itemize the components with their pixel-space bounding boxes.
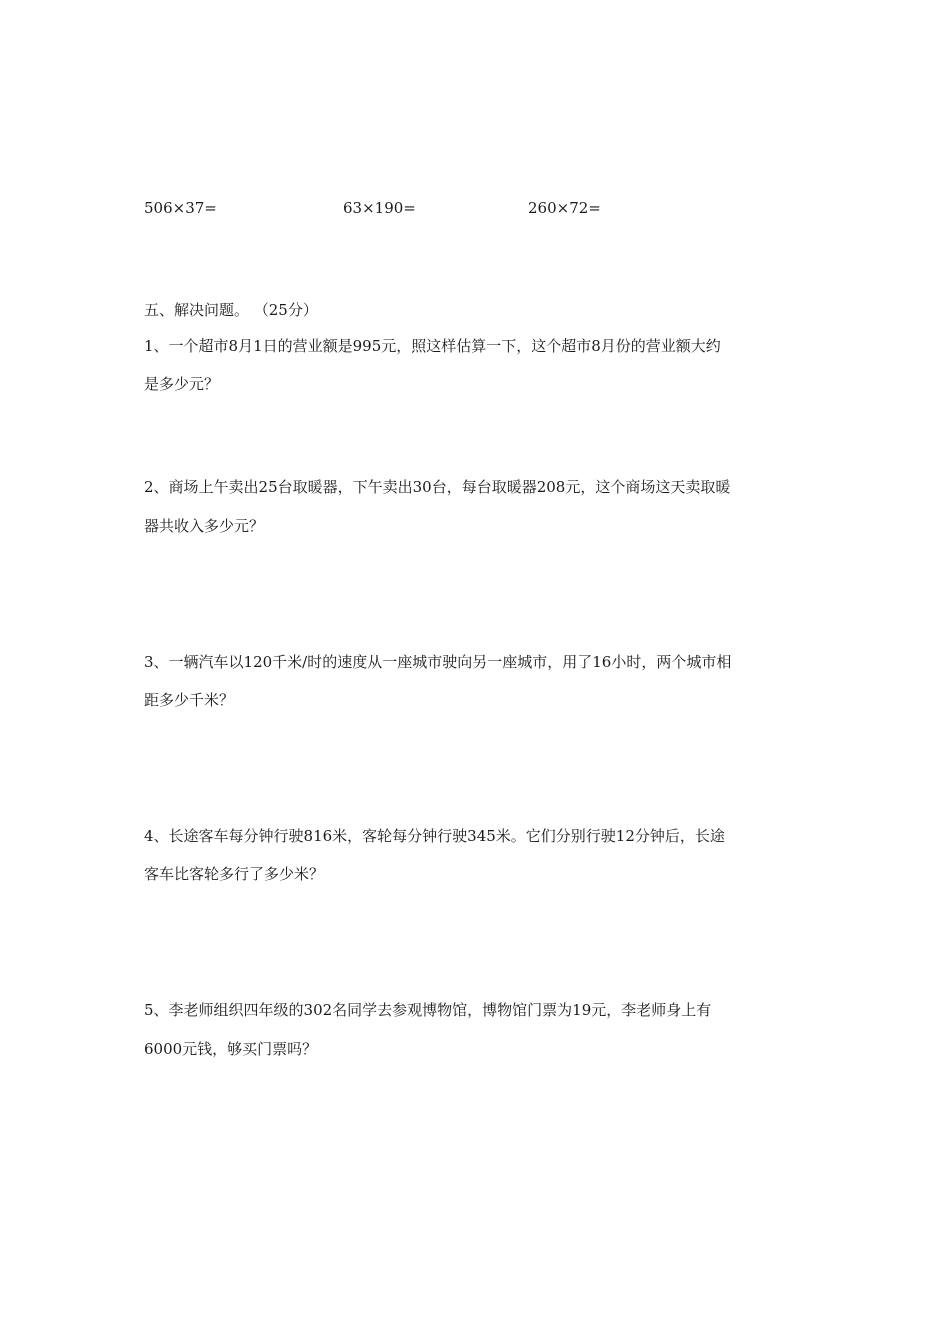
calculation-1: 506×37=: [144, 199, 217, 217]
problem-1-line-1: 1、一个超市8月1日的营业额是995元，照这样估算一下，这个超市8月份的营业额大约: [144, 337, 721, 355]
problem-4-line-1: 4、长途客车每分钟行驶816米，客轮每分钟行驶345米。它们分别行驶12分钟后，长途: [144, 827, 725, 845]
problem-3-line-2: 距多少千米？: [144, 691, 235, 709]
calculation-2: 63×190=: [343, 199, 416, 217]
section-title: 五、解决问题。 （25分）: [144, 301, 318, 319]
calculation-3: 260×72=: [528, 199, 601, 217]
problem-1-line-2: 是多少元？: [144, 375, 220, 393]
problem-3-line-1: 3、一辆汽车以120千米/时的速度从一座城市驶向另一座城市，用了16小时，两个城市相: [144, 653, 732, 671]
problem-5-line-1: 5、李老师组织四年级的302名同学去参观博物馆，博物馆门票为19元，李老师身上有: [144, 1001, 712, 1019]
problem-4-line-2: 客车比客轮多行了多少米？: [144, 865, 325, 883]
problem-2-line-2: 器共收入多少元？: [144, 517, 265, 535]
problem-5-line-2: 6000元钱，够买门票吗？: [144, 1040, 318, 1058]
problem-2-line-1: 2、商场上午卖出25台取暖器，下午卖出30台，每台取暖器208元，这个商场这天卖取暖: [144, 478, 731, 496]
